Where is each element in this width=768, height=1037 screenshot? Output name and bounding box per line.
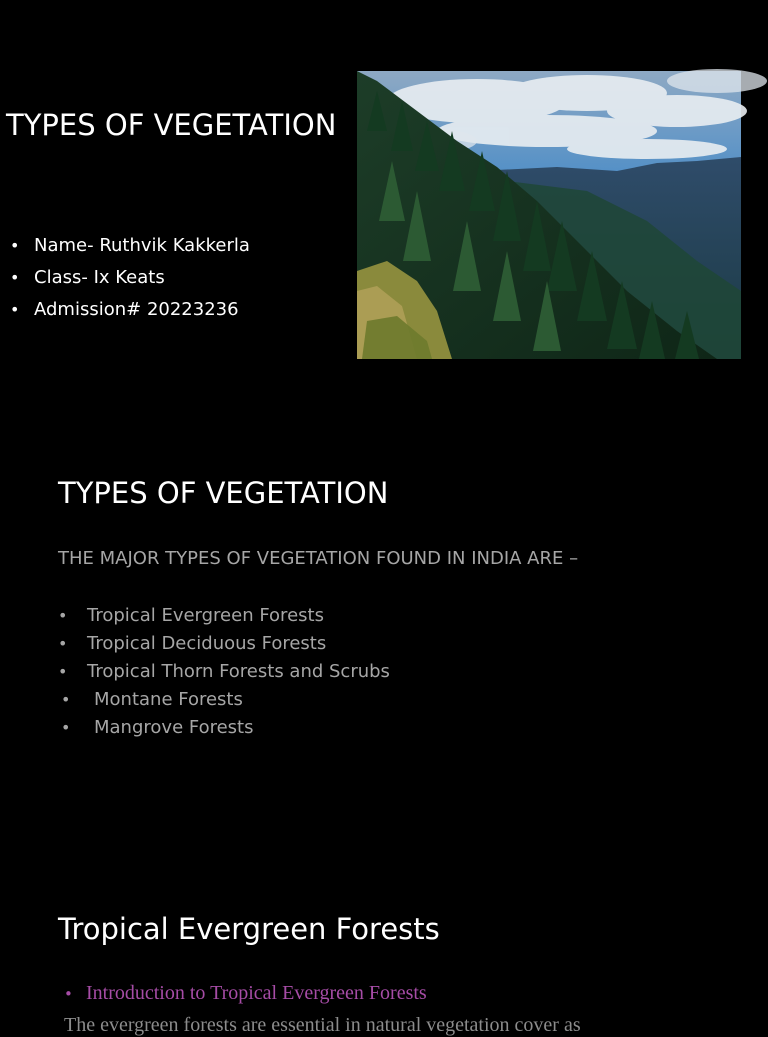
student-details-list xyxy=(10,230,250,326)
list-item xyxy=(58,686,390,714)
vegetation-types-list xyxy=(58,602,390,742)
student-name: Name- Ruthvik Kakkerla xyxy=(34,235,250,256)
list-item-admission xyxy=(10,294,250,326)
cut-off-paragraph: The evergreen forests are essential in natural vegetation cover as xyxy=(64,1014,581,1036)
list-item-text: Tropical Deciduous Forests xyxy=(87,633,327,654)
list-item-text: Tropical Evergreen Forests xyxy=(87,605,324,626)
intro-link-item[interactable] xyxy=(64,982,427,1005)
slide-intro-text: THE MAJOR TYPES OF VEGETATION FOUND IN INDIA ARE – xyxy=(58,548,579,569)
slide-heading: TYPES OF VEGETATION xyxy=(58,476,389,510)
bullet-icon: • xyxy=(58,606,68,625)
list-item xyxy=(58,602,390,630)
bullet-icon: • xyxy=(64,985,73,1003)
mountain-forest-photo xyxy=(357,71,741,359)
slide-title xyxy=(0,0,768,400)
bullet-icon: • xyxy=(10,268,20,287)
bullet-icon: • xyxy=(10,300,20,319)
list-item-text: Montane Forests xyxy=(94,689,243,710)
student-class: Class- Ix Keats xyxy=(34,267,165,288)
intro-link-text[interactable]: Introduction to Tropical Evergreen Forests xyxy=(86,982,427,1004)
bullet-icon: • xyxy=(58,634,68,653)
list-item-text: Tropical Thorn Forests and Scrubs xyxy=(87,661,390,682)
list-item-class xyxy=(10,262,250,294)
slide-title-heading: TYPES OF VEGETATION xyxy=(6,108,337,142)
list-item-name xyxy=(10,230,250,262)
list-item xyxy=(58,658,390,686)
slide-tropical-evergreen xyxy=(0,880,768,1036)
student-admission: Admission# 20223236 xyxy=(34,299,239,320)
list-item xyxy=(58,630,390,658)
slide-vegetation-types xyxy=(0,440,768,800)
list-item-text: Mangrove Forests xyxy=(94,717,254,738)
bullet-icon: • xyxy=(61,718,71,737)
list-item xyxy=(58,714,390,742)
bullet-icon: • xyxy=(58,662,68,681)
bullet-icon: • xyxy=(61,690,71,709)
bullet-icon: • xyxy=(10,236,20,255)
slide-heading: Tropical Evergreen Forests xyxy=(58,912,440,946)
